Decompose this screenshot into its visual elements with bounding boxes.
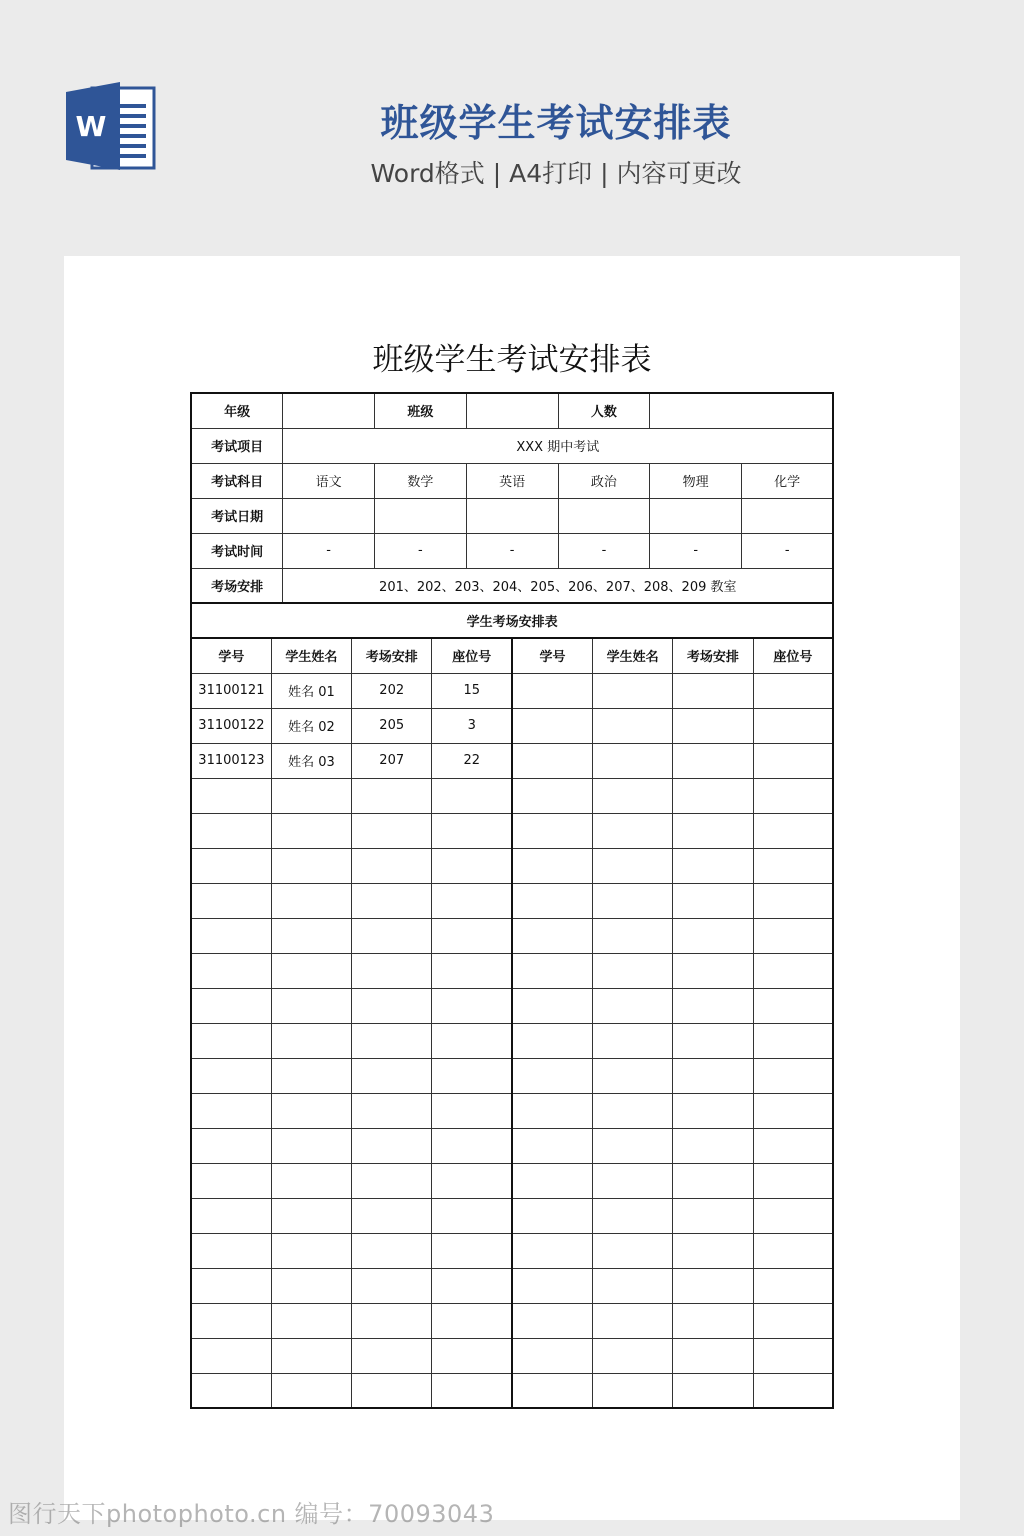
student-cell[interactable] [673, 918, 753, 953]
student-cell[interactable] [592, 1198, 672, 1233]
student-cell[interactable] [191, 1023, 271, 1058]
student-cell[interactable] [352, 1233, 432, 1268]
exam-time-row [191, 533, 833, 568]
student-cell[interactable] [753, 1163, 833, 1198]
student-cell[interactable] [673, 848, 753, 883]
student-cell[interactable] [512, 1023, 592, 1058]
column-header: 学生姓名 [271, 638, 351, 673]
student-cell[interactable] [753, 883, 833, 918]
student-cell[interactable] [512, 813, 592, 848]
student-cell[interactable] [753, 1233, 833, 1268]
student-cell[interactable] [352, 848, 432, 883]
exam-subject-cell[interactable]: 化学 [742, 463, 834, 498]
document-page [64, 256, 960, 1520]
class-label: 班级 [375, 393, 467, 428]
exam-subject-cell[interactable]: 语文 [283, 463, 375, 498]
exam-time-cell[interactable]: - [466, 533, 558, 568]
student-cell[interactable] [352, 1268, 432, 1303]
student-cell[interactable] [271, 1303, 351, 1338]
student-cell[interactable] [592, 883, 672, 918]
student-cell[interactable] [673, 953, 753, 988]
exam-schedule-table [190, 392, 834, 1409]
student-cell[interactable] [673, 743, 753, 778]
student-section-title: 学生考场安排表 [191, 603, 833, 638]
student-cell[interactable] [432, 1233, 512, 1268]
student-cell[interactable] [592, 1093, 672, 1128]
student-cell[interactable] [753, 673, 833, 708]
student-header-row [191, 638, 833, 673]
student-cell[interactable] [592, 1338, 672, 1373]
student-cell[interactable] [592, 918, 672, 953]
student-cell[interactable] [753, 813, 833, 848]
student-cell[interactable] [191, 918, 271, 953]
exam-subject-cell[interactable]: 数学 [375, 463, 467, 498]
student-cell[interactable] [753, 1058, 833, 1093]
exam-project-label: 考试项目 [191, 428, 283, 463]
student-cell[interactable] [271, 1373, 351, 1408]
student-cell[interactable] [673, 1093, 753, 1128]
student-cell[interactable] [271, 1233, 351, 1268]
student-cell[interactable] [753, 1338, 833, 1373]
student-row [191, 918, 833, 953]
exam-time-cell[interactable]: - [558, 533, 650, 568]
student-cell[interactable] [753, 778, 833, 813]
student-cell[interactable] [592, 988, 672, 1023]
student-cell[interactable] [592, 1058, 672, 1093]
exam-date-cell[interactable] [742, 498, 834, 533]
student-cell[interactable] [592, 743, 672, 778]
student-cell[interactable] [432, 883, 512, 918]
student-cell[interactable] [512, 708, 592, 743]
student-cell[interactable] [592, 1373, 672, 1408]
student-cell[interactable] [432, 1198, 512, 1233]
student-cell[interactable] [592, 708, 672, 743]
student-cell[interactable] [191, 848, 271, 883]
column-header: 学号 [191, 638, 271, 673]
student-cell[interactable] [673, 1163, 753, 1198]
student-cell[interactable] [512, 1303, 592, 1338]
student-cell[interactable] [592, 1163, 672, 1198]
student-cell[interactable] [512, 1058, 592, 1093]
grade-label: 年级 [191, 393, 283, 428]
student-cell[interactable] [512, 848, 592, 883]
student-cell[interactable] [512, 778, 592, 813]
student-section-row [191, 603, 833, 638]
exam-project-row [191, 428, 833, 463]
column-header: 学号 [512, 638, 592, 673]
student-cell[interactable] [271, 953, 351, 988]
column-header: 考场安排 [673, 638, 753, 673]
student-cell[interactable] [753, 708, 833, 743]
student-cell[interactable] [512, 883, 592, 918]
student-cell[interactable] [673, 1023, 753, 1058]
student-row [191, 1163, 833, 1198]
student-cell[interactable] [352, 778, 432, 813]
student-cell[interactable] [271, 883, 351, 918]
student-cell[interactable] [271, 988, 351, 1023]
student-cell[interactable] [673, 1058, 753, 1093]
student-row [191, 743, 833, 778]
student-cell[interactable] [512, 743, 592, 778]
exam-time-label: 考试时间 [191, 533, 283, 568]
student-cell[interactable] [592, 953, 672, 988]
student-cell[interactable] [432, 1268, 512, 1303]
student-cell[interactable] [592, 1023, 672, 1058]
student-cell[interactable]: 15 [432, 673, 512, 708]
student-cell[interactable] [673, 883, 753, 918]
grade-value[interactable] [283, 393, 375, 428]
class-value[interactable] [466, 393, 558, 428]
student-cell[interactable] [592, 813, 672, 848]
student-cell[interactable] [271, 1128, 351, 1163]
student-cell[interactable] [592, 1268, 672, 1303]
student-cell[interactable] [753, 1093, 833, 1128]
student-cell[interactable] [753, 1373, 833, 1408]
student-cell[interactable] [271, 1058, 351, 1093]
student-cell[interactable] [271, 1093, 351, 1128]
exam-subject-label: 考试科目 [191, 463, 283, 498]
student-cell[interactable] [271, 778, 351, 813]
student-cell[interactable] [432, 1093, 512, 1128]
student-cell[interactable] [592, 1233, 672, 1268]
exam-date-cell[interactable] [650, 498, 742, 533]
exam-date-row [191, 498, 833, 533]
student-cell[interactable] [352, 1373, 432, 1408]
student-cell[interactable] [191, 988, 271, 1023]
header-title: 班级学生考试安排表 [380, 101, 732, 145]
student-row [191, 1128, 833, 1163]
student-row [191, 1198, 833, 1233]
student-cell[interactable] [753, 1268, 833, 1303]
student-cell[interactable] [352, 1338, 432, 1373]
student-cell[interactable]: 3 [432, 708, 512, 743]
column-header: 学生姓名 [592, 638, 672, 673]
student-cell[interactable] [673, 1303, 753, 1338]
student-cell[interactable] [271, 1023, 351, 1058]
student-row [191, 813, 833, 848]
student-row [191, 883, 833, 918]
student-cell[interactable] [432, 918, 512, 953]
logo-letter: W [75, 110, 107, 143]
student-cell[interactable] [191, 813, 271, 848]
student-row [191, 1058, 833, 1093]
student-cell[interactable] [512, 953, 592, 988]
student-cell[interactable] [673, 1338, 753, 1373]
student-row [191, 1373, 833, 1408]
exam-room-row [191, 568, 833, 603]
word-logo-icon [64, 80, 156, 172]
exam-time-cell[interactable]: - [375, 533, 467, 568]
student-cell[interactable] [753, 953, 833, 988]
student-cell[interactable] [352, 1128, 432, 1163]
student-cell[interactable] [352, 918, 432, 953]
student-cell[interactable] [753, 1023, 833, 1058]
student-row [191, 848, 833, 883]
student-cell[interactable] [673, 708, 753, 743]
student-cell[interactable] [673, 1373, 753, 1408]
student-cell[interactable] [753, 988, 833, 1023]
student-cell[interactable] [271, 918, 351, 953]
exam-date-cell[interactable] [283, 498, 375, 533]
student-cell[interactable] [432, 1023, 512, 1058]
exam-subjects-row [191, 463, 833, 498]
student-row [191, 708, 833, 743]
student-cell[interactable]: 205 [352, 708, 432, 743]
watermark: 图行天下photophoto.cn 编号：70093043 [8, 1500, 495, 1528]
student-cell[interactable] [512, 1093, 592, 1128]
student-cell[interactable] [432, 1058, 512, 1093]
student-cell[interactable] [592, 848, 672, 883]
student-cell[interactable] [432, 1338, 512, 1373]
student-cell[interactable] [512, 1373, 592, 1408]
student-row [191, 1233, 833, 1268]
student-cell[interactable] [432, 813, 512, 848]
student-row [191, 988, 833, 1023]
student-cell[interactable] [592, 1303, 672, 1338]
exam-subject-cell[interactable]: 英语 [466, 463, 558, 498]
student-cell[interactable] [673, 813, 753, 848]
student-row [191, 778, 833, 813]
student-cell[interactable] [352, 813, 432, 848]
count-label: 人数 [558, 393, 650, 428]
student-cell[interactable]: 姓名 01 [271, 673, 351, 708]
student-cell[interactable] [352, 1303, 432, 1338]
student-cell[interactable] [512, 918, 592, 953]
student-cell[interactable] [191, 1268, 271, 1303]
student-cell[interactable] [271, 1163, 351, 1198]
student-cell[interactable] [673, 1198, 753, 1233]
student-cell[interactable] [673, 673, 753, 708]
student-cell[interactable]: 202 [352, 673, 432, 708]
student-cell[interactable] [512, 1268, 592, 1303]
student-cell[interactable] [191, 1163, 271, 1198]
student-cell[interactable] [432, 988, 512, 1023]
column-header: 座位号 [753, 638, 833, 673]
student-cell[interactable] [191, 883, 271, 918]
student-cell[interactable] [512, 1338, 592, 1373]
column-header: 座位号 [432, 638, 512, 673]
student-cell[interactable] [352, 1163, 432, 1198]
header-subtitle: Word格式 | A4打印 | 内容可更改 [370, 159, 742, 188]
student-cell[interactable]: 22 [432, 743, 512, 778]
student-cell[interactable] [753, 1303, 833, 1338]
student-cell[interactable] [191, 1198, 271, 1233]
student-cell[interactable] [512, 673, 592, 708]
student-cell[interactable] [432, 1373, 512, 1408]
student-cell[interactable] [352, 1198, 432, 1233]
student-row [191, 1303, 833, 1338]
exam-room-label: 考场安排 [191, 568, 283, 603]
student-cell[interactable] [271, 1198, 351, 1233]
student-cell[interactable] [191, 1058, 271, 1093]
student-cell[interactable] [673, 778, 753, 813]
student-cell[interactable] [512, 1233, 592, 1268]
student-row [191, 1093, 833, 1128]
student-row [191, 673, 833, 708]
student-cell[interactable] [432, 778, 512, 813]
student-cell[interactable] [673, 1233, 753, 1268]
student-cell[interactable] [271, 813, 351, 848]
student-cell[interactable] [352, 1058, 432, 1093]
student-cell[interactable] [191, 953, 271, 988]
student-cell[interactable] [753, 743, 833, 778]
student-cell[interactable] [512, 1198, 592, 1233]
student-cell[interactable] [512, 1128, 592, 1163]
student-cell[interactable] [191, 1128, 271, 1163]
student-cell[interactable] [432, 848, 512, 883]
student-row [191, 1268, 833, 1303]
student-cell[interactable] [673, 988, 753, 1023]
student-cell[interactable]: 31100121 [191, 673, 271, 708]
exam-room-value[interactable]: 201、202、203、204、205、206、207、208、209 教室 [283, 568, 834, 603]
document-title: 班级学生考试安排表 [372, 342, 652, 378]
student-cell[interactable] [673, 1128, 753, 1163]
grade-row [191, 393, 833, 428]
student-cell[interactable]: 姓名 02 [271, 708, 351, 743]
student-cell[interactable] [352, 1023, 432, 1058]
student-cell[interactable] [352, 883, 432, 918]
student-cell[interactable] [432, 953, 512, 988]
column-header: 考场安排 [352, 638, 432, 673]
student-cell[interactable] [592, 778, 672, 813]
student-cell[interactable]: 31100122 [191, 708, 271, 743]
student-cell[interactable]: 31100123 [191, 743, 271, 778]
student-cell[interactable] [271, 1338, 351, 1373]
student-cell[interactable] [753, 848, 833, 883]
student-cell[interactable] [512, 1163, 592, 1198]
exam-time-cell[interactable]: - [650, 533, 742, 568]
exam-date-cell[interactable] [375, 498, 467, 533]
student-cell[interactable] [271, 848, 351, 883]
exam-date-label: 考试日期 [191, 498, 283, 533]
exam-time-cell[interactable]: - [283, 533, 375, 568]
student-row [191, 1338, 833, 1373]
student-cell[interactable] [753, 918, 833, 953]
student-cell[interactable] [592, 1128, 672, 1163]
student-cell[interactable] [592, 673, 672, 708]
student-cell[interactable] [191, 1233, 271, 1268]
count-value[interactable] [650, 393, 834, 428]
student-cell[interactable] [753, 1128, 833, 1163]
student-row [191, 1023, 833, 1058]
student-cell[interactable] [191, 1373, 271, 1408]
student-row [191, 953, 833, 988]
exam-date-cell[interactable] [466, 498, 558, 533]
page-header [0, 0, 1024, 256]
student-cell[interactable] [432, 1163, 512, 1198]
student-cell[interactable] [432, 1303, 512, 1338]
student-cell[interactable] [191, 1093, 271, 1128]
exam-subject-cell[interactable]: 政治 [558, 463, 650, 498]
student-cell[interactable] [673, 1268, 753, 1303]
student-cell[interactable]: 姓名 03 [271, 743, 351, 778]
student-cell[interactable] [432, 1128, 512, 1163]
student-cell[interactable]: 207 [352, 743, 432, 778]
exam-date-cell[interactable] [558, 498, 650, 533]
exam-subject-cell[interactable]: 物理 [650, 463, 742, 498]
student-cell[interactable] [512, 988, 592, 1023]
student-cell[interactable] [352, 988, 432, 1023]
student-cell[interactable] [191, 1303, 271, 1338]
student-cell[interactable] [753, 1198, 833, 1233]
student-cell[interactable] [352, 1093, 432, 1128]
student-cell[interactable] [191, 1338, 271, 1373]
exam-time-cell[interactable]: - [742, 533, 834, 568]
student-cell[interactable] [352, 953, 432, 988]
exam-project-value[interactable]: XXX 期中考试 [283, 428, 834, 463]
student-cell[interactable] [191, 778, 271, 813]
student-cell[interactable] [271, 1268, 351, 1303]
